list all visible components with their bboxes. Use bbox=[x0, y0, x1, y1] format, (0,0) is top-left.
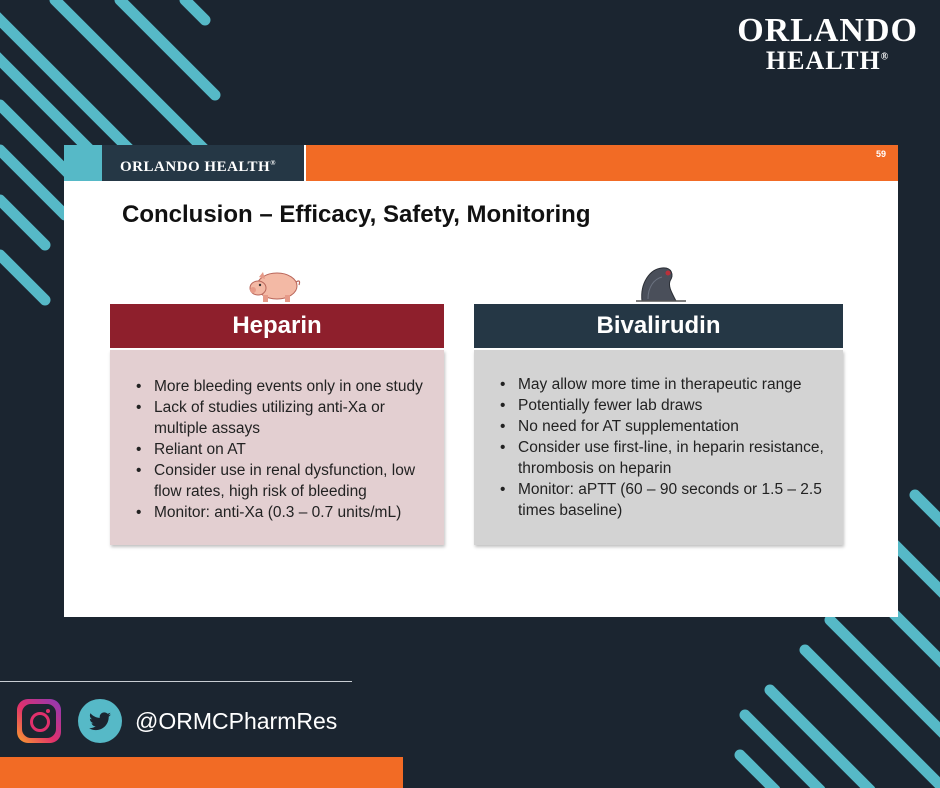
header-registered-mark: ® bbox=[270, 159, 276, 167]
social-handle[interactable]: @ORMCPharmRes bbox=[135, 708, 338, 734]
logo-line-2: HEALTH bbox=[765, 46, 881, 75]
instagram-icon-lens bbox=[30, 712, 50, 732]
slide-header bbox=[64, 145, 898, 181]
bivalirudin-bullet: • No need for AT supplementation bbox=[500, 416, 833, 437]
footer-orange-bar bbox=[0, 757, 403, 788]
heparin-title: Heparin bbox=[232, 312, 322, 339]
bivalirudin-header bbox=[474, 304, 843, 348]
logo-registered-mark: ® bbox=[880, 51, 890, 63]
instagram-icon-dot bbox=[46, 709, 50, 713]
twitter-icon[interactable] bbox=[78, 699, 122, 743]
orlando-health-logo bbox=[737, 14, 918, 74]
heparin-bullet: • Reliant on AT bbox=[136, 439, 434, 460]
logo-line-1: ORLANDO bbox=[737, 12, 918, 49]
heparin-bullet: • Lack of studies utilizing anti-Xa or multiple assays bbox=[136, 397, 434, 439]
bivalirudin-title: Bivalirudin bbox=[596, 312, 721, 339]
pig-icon bbox=[249, 267, 301, 303]
heparin-bullet: • Monitor: anti-Xa (0.3 – 0.7 units/mL) bbox=[136, 502, 434, 523]
heparin-header bbox=[110, 304, 444, 348]
bivalirudin-bullet: • Monitor: aPTT (60 – 90 seconds or 1.5 – 2.5 times baseline) bbox=[500, 479, 833, 521]
header-cyan-block bbox=[64, 145, 102, 181]
slide-number: 59 bbox=[875, 149, 886, 159]
header-brand: ORLANDO HEALTH bbox=[120, 159, 271, 175]
leech-icon bbox=[636, 263, 686, 303]
heparin-body bbox=[110, 350, 444, 545]
heparin-bullet: • More bleeding events only in one study bbox=[136, 376, 434, 397]
slide-title: Conclusion – Efficacy, Safety, Monitoring bbox=[122, 201, 591, 228]
header-orange-bar bbox=[306, 145, 898, 181]
heparin-bullet-list bbox=[136, 376, 434, 523]
instagram-icon[interactable] bbox=[17, 699, 61, 743]
bivalirudin-bullet: • May allow more time in therapeutic range bbox=[500, 374, 833, 395]
header-brand-block bbox=[102, 145, 304, 181]
bivalirudin-bullet: • Consider use first-line, in heparin resistance, thrombosis on heparin bbox=[500, 437, 833, 479]
footer-divider bbox=[0, 681, 352, 682]
bivalirudin-bullet-list bbox=[500, 374, 833, 521]
slide bbox=[64, 145, 898, 617]
twitter-bird-icon bbox=[78, 699, 122, 743]
heparin-bullet: • Consider use in renal dysfunction, low flow rates, high risk of bleeding bbox=[136, 460, 434, 502]
bivalirudin-body bbox=[474, 350, 843, 545]
bivalirudin-bullet: • Potentially fewer lab draws bbox=[500, 395, 833, 416]
